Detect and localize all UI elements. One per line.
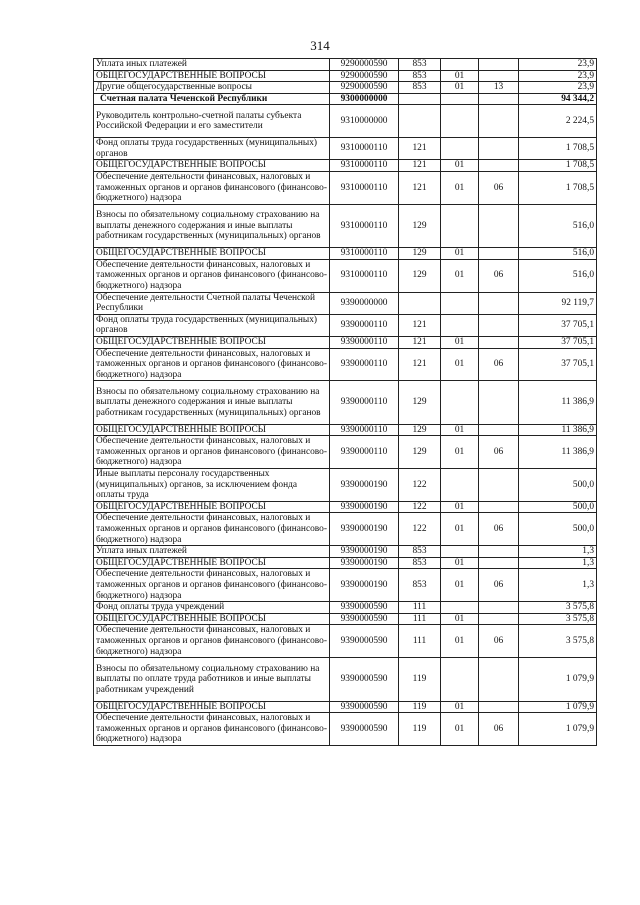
table-row [94, 501, 597, 513]
budget-item-name: Уплата иных платежей [94, 59, 330, 71]
section-code: 01 [441, 613, 479, 625]
amount: 500,0 [519, 513, 597, 546]
table-row [94, 82, 597, 94]
subsection-code [479, 292, 519, 314]
subsection-code [479, 105, 519, 138]
target-article-code: 9390000190 [330, 501, 399, 513]
amount: 3 575,8 [519, 625, 597, 658]
amount: 500,0 [519, 469, 597, 502]
subsection-code: 06 [479, 171, 519, 204]
table-row [94, 93, 597, 105]
amount: 1,3 [519, 546, 597, 558]
budget-item-name: Обеспечение деятельности финансовых, налоговых и таможенных органов и органов финансового (финансово-бюджетного) надзора [94, 625, 330, 658]
subsection-code [479, 381, 519, 424]
expense-type-code: 119 [399, 658, 441, 701]
section-code [441, 314, 479, 336]
amount: 23,9 [519, 82, 597, 94]
amount: 3 575,8 [519, 613, 597, 625]
subsection-code: 06 [479, 569, 519, 602]
target-article-code: 9390000590 [330, 701, 399, 713]
subsection-code [479, 658, 519, 701]
budget-item-name: Обеспечение деятельности Счетной палаты Чеченской Республики [94, 292, 330, 314]
subsection-code [479, 701, 519, 713]
expense-type-code: 122 [399, 469, 441, 502]
amount: 1 079,9 [519, 713, 597, 746]
section-code: 01 [441, 259, 479, 292]
expense-type-code: 111 [399, 602, 441, 614]
expense-type-code [399, 292, 441, 314]
expense-type-code [399, 93, 441, 105]
subsection-code [479, 204, 519, 247]
amount: 1 079,9 [519, 701, 597, 713]
section-code: 01 [441, 569, 479, 602]
amount: 11 386,9 [519, 424, 597, 436]
table-row [94, 292, 597, 314]
expense-type-code: 122 [399, 501, 441, 513]
expense-type-code: 853 [399, 70, 441, 82]
subsection-code: 06 [479, 436, 519, 469]
budget-item-name: ОБЩЕГОСУДАРСТВЕННЫЕ ВОПРОСЫ [94, 248, 330, 260]
subsection-code [479, 59, 519, 71]
target-article-code: 9390000190 [330, 546, 399, 558]
subsection-code [479, 70, 519, 82]
table-row [94, 658, 597, 701]
table-row [94, 348, 597, 381]
table-row [94, 160, 597, 172]
subsection-code: 06 [479, 625, 519, 658]
budget-item-name: ОБЩЕГОСУДАРСТВЕННЫЕ ВОПРОСЫ [94, 501, 330, 513]
section-code [441, 546, 479, 558]
table-row [94, 138, 597, 160]
section-code: 01 [441, 70, 479, 82]
amount: 516,0 [519, 259, 597, 292]
table-row [94, 314, 597, 336]
expense-type-code: 119 [399, 701, 441, 713]
target-article-code: 9310000110 [330, 160, 399, 172]
table-row [94, 625, 597, 658]
section-code [441, 602, 479, 614]
subsection-code: 06 [479, 259, 519, 292]
budget-item-name: Другие общегосударственные вопросы [94, 82, 330, 94]
section-code [441, 469, 479, 502]
subsection-code [479, 314, 519, 336]
expense-type-code: 111 [399, 625, 441, 658]
section-code [441, 658, 479, 701]
section-code: 01 [441, 701, 479, 713]
expense-type-code: 853 [399, 59, 441, 71]
target-article-code: 9290000590 [330, 70, 399, 82]
subsection-code [479, 546, 519, 558]
target-article-code: 9390000190 [330, 513, 399, 546]
subsection-code [479, 469, 519, 502]
table-row [94, 557, 597, 569]
budget-item-name: Обеспечение деятельности финансовых, налоговых и таможенных органов и органов финансового (финансово-бюджетного) надзора [94, 513, 330, 546]
amount: 37 705,1 [519, 348, 597, 381]
budget-table-body [94, 59, 597, 746]
table-row [94, 713, 597, 746]
expense-type-code: 121 [399, 348, 441, 381]
expense-type-code: 853 [399, 82, 441, 94]
budget-item-name: ОБЩЕГОСУДАРСТВЕННЫЕ ВОПРОСЫ [94, 70, 330, 82]
table-row [94, 105, 597, 138]
budget-item-name: Уплата иных платежей [94, 546, 330, 558]
table-row [94, 602, 597, 614]
expense-type-code: 121 [399, 171, 441, 204]
amount: 1 079,9 [519, 658, 597, 701]
expense-type-code: 121 [399, 314, 441, 336]
table-row [94, 469, 597, 502]
expense-type-code [399, 105, 441, 138]
budget-item-name: Фонд оплаты труда учреждений [94, 602, 330, 614]
amount: 2 224,5 [519, 105, 597, 138]
budget-table [93, 58, 597, 746]
section-code: 01 [441, 248, 479, 260]
budget-item-name: Обеспечение деятельности финансовых, налоговых и таможенных органов и органов финансового (финансово-бюджетного) надзора [94, 436, 330, 469]
amount: 23,9 [519, 59, 597, 71]
target-article-code: 9310000110 [330, 248, 399, 260]
expense-type-code: 121 [399, 336, 441, 348]
table-row [94, 513, 597, 546]
target-article-code: 9390000590 [330, 658, 399, 701]
expense-type-code: 129 [399, 248, 441, 260]
table-row [94, 613, 597, 625]
amount: 500,0 [519, 501, 597, 513]
target-article-code: 9290000590 [330, 59, 399, 71]
target-article-code: 9390000590 [330, 625, 399, 658]
amount: 23,9 [519, 70, 597, 82]
target-article-code: 9310000110 [330, 138, 399, 160]
section-code: 01 [441, 501, 479, 513]
table-row [94, 336, 597, 348]
expense-type-code: 121 [399, 160, 441, 172]
budget-item-name: Фонд оплаты труда государственных (муниципальных) органов [94, 138, 330, 160]
budget-item-name: Взносы по обязательному социальному страхованию на выплаты по оплате труда работников и иные выплаты работникам учреждений [94, 658, 330, 701]
section-code: 01 [441, 625, 479, 658]
budget-item-name: ОБЩЕГОСУДАРСТВЕННЫЕ ВОПРОСЫ [94, 613, 330, 625]
budget-item-name: Счетная палата Чеченской Республики [94, 93, 330, 105]
amount: 1,3 [519, 569, 597, 602]
table-row [94, 569, 597, 602]
expense-type-code: 122 [399, 513, 441, 546]
amount: 1,3 [519, 557, 597, 569]
subsection-code [479, 93, 519, 105]
target-article-code: 9310000110 [330, 259, 399, 292]
budget-item-name: Взносы по обязательному социальному страхованию на выплаты денежного содержания и иные выплаты работникам государственных (муниципальных) органов [94, 204, 330, 247]
target-article-code: 9390000590 [330, 713, 399, 746]
section-code: 01 [441, 713, 479, 746]
expense-type-code: 853 [399, 546, 441, 558]
target-article-code: 9390000110 [330, 436, 399, 469]
budget-item-name: Взносы по обязательному социальному страхованию на выплаты денежного содержания и иные выплаты работникам государственных (муниципальных) органов [94, 381, 330, 424]
section-code: 01 [441, 336, 479, 348]
expense-type-code: 119 [399, 713, 441, 746]
expense-type-code: 121 [399, 138, 441, 160]
table-row [94, 70, 597, 82]
expense-type-code: 129 [399, 204, 441, 247]
section-code [441, 93, 479, 105]
subsection-code: 13 [479, 82, 519, 94]
budget-item-name: ОБЩЕГОСУДАРСТВЕННЫЕ ВОПРОСЫ [94, 336, 330, 348]
amount: 1 708,5 [519, 171, 597, 204]
target-article-code: 9310000110 [330, 204, 399, 247]
subsection-code [479, 602, 519, 614]
target-article-code: 9390000110 [330, 381, 399, 424]
section-code: 01 [441, 348, 479, 381]
budget-item-name: Фонд оплаты труда государственных (муниципальных) органов [94, 314, 330, 336]
budget-item-name: Обеспечение деятельности финансовых, налоговых и таможенных органов и органов финансового (финансово-бюджетного) надзора [94, 348, 330, 381]
amount: 92 119,7 [519, 292, 597, 314]
budget-item-name: ОБЩЕГОСУДАРСТВЕННЫЕ ВОПРОСЫ [94, 701, 330, 713]
amount: 11 386,9 [519, 436, 597, 469]
amount: 94 344,2 [519, 93, 597, 105]
target-article-code: 9310000000 [330, 105, 399, 138]
expense-type-code: 129 [399, 381, 441, 424]
subsection-code: 06 [479, 348, 519, 381]
subsection-code [479, 138, 519, 160]
subsection-code [479, 336, 519, 348]
budget-item-name: ОБЩЕГОСУДАРСТВЕННЫЕ ВОПРОСЫ [94, 557, 330, 569]
section-code: 01 [441, 557, 479, 569]
target-article-code: 9390000190 [330, 557, 399, 569]
amount: 1 708,5 [519, 138, 597, 160]
table-row [94, 59, 597, 71]
expense-type-code: 111 [399, 613, 441, 625]
budget-item-name: Обеспечение деятельности финансовых, налоговых и таможенных органов и органов финансового (финансово-бюджетного) надзора [94, 171, 330, 204]
budget-item-name: ОБЩЕГОСУДАРСТВЕННЫЕ ВОПРОСЫ [94, 160, 330, 172]
section-code [441, 381, 479, 424]
budget-item-name: Руководитель контрольно-счетной палаты субъекта Российской Федерации и его заместители [94, 105, 330, 138]
table-row [94, 204, 597, 247]
expense-type-code: 129 [399, 424, 441, 436]
subsection-code [479, 424, 519, 436]
budget-item-name: Обеспечение деятельности финансовых, налоговых и таможенных органов и органов финансового (финансово-бюджетного) надзора [94, 569, 330, 602]
section-code [441, 204, 479, 247]
target-article-code: 9390000590 [330, 613, 399, 625]
amount: 1 708,5 [519, 160, 597, 172]
amount: 3 575,8 [519, 602, 597, 614]
section-code: 01 [441, 424, 479, 436]
subsection-code [479, 501, 519, 513]
section-code [441, 105, 479, 138]
target-article-code: 9290000590 [330, 82, 399, 94]
table-row [94, 171, 597, 204]
amount: 516,0 [519, 204, 597, 247]
subsection-code [479, 248, 519, 260]
table-row [94, 248, 597, 260]
table-row [94, 424, 597, 436]
amount: 516,0 [519, 248, 597, 260]
section-code: 01 [441, 171, 479, 204]
table-row [94, 701, 597, 713]
expense-type-code: 129 [399, 436, 441, 469]
target-article-code: 9390000190 [330, 469, 399, 502]
amount: 37 705,1 [519, 336, 597, 348]
target-article-code: 9390000590 [330, 602, 399, 614]
target-article-code: 9390000110 [330, 314, 399, 336]
target-article-code: 9390000110 [330, 348, 399, 381]
budget-item-name: Обеспечение деятельности финансовых, налоговых и таможенных органов и органов финансового (финансово-бюджетного) надзора [94, 259, 330, 292]
target-article-code: 9300000000 [330, 93, 399, 105]
target-article-code: 9390000000 [330, 292, 399, 314]
table-row [94, 381, 597, 424]
section-code [441, 138, 479, 160]
table-row [94, 259, 597, 292]
section-code [441, 292, 479, 314]
section-code: 01 [441, 82, 479, 94]
target-article-code: 9310000110 [330, 171, 399, 204]
target-article-code: 9390000190 [330, 569, 399, 602]
expense-type-code: 129 [399, 259, 441, 292]
expense-type-code: 853 [399, 557, 441, 569]
subsection-code [479, 160, 519, 172]
amount: 11 386,9 [519, 381, 597, 424]
target-article-code: 9390000110 [330, 336, 399, 348]
page-number: 314 [310, 38, 330, 53]
section-code: 01 [441, 160, 479, 172]
subsection-code [479, 557, 519, 569]
budget-item-name: Иные выплаты персоналу государственных (муниципальных) органов, за исключением фонда оплаты труда [94, 469, 330, 502]
table-row [94, 546, 597, 558]
subsection-code: 06 [479, 713, 519, 746]
section-code: 01 [441, 436, 479, 469]
section-code: 01 [441, 513, 479, 546]
budget-item-name: Обеспечение деятельности финансовых, налоговых и таможенных органов и органов финансового (финансово-бюджетного) надзора [94, 713, 330, 746]
expense-type-code: 853 [399, 569, 441, 602]
subsection-code [479, 613, 519, 625]
section-code [441, 59, 479, 71]
target-article-code: 9390000110 [330, 424, 399, 436]
amount: 37 705,1 [519, 314, 597, 336]
subsection-code: 06 [479, 513, 519, 546]
table-row [94, 436, 597, 469]
budget-item-name: ОБЩЕГОСУДАРСТВЕННЫЕ ВОПРОСЫ [94, 424, 330, 436]
